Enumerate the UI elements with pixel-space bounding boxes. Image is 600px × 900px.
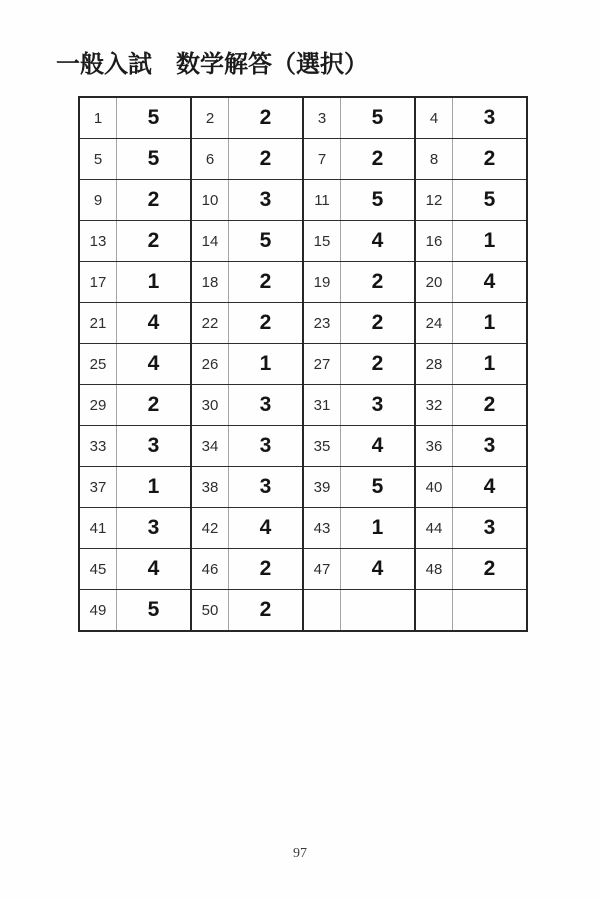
answer-value-cell: 3 bbox=[229, 180, 304, 221]
answer-value-cell: 2 bbox=[453, 549, 528, 590]
question-number-cell: 30 bbox=[191, 385, 229, 426]
question-number-cell: 34 bbox=[191, 426, 229, 467]
answer-value-cell: 1 bbox=[229, 344, 304, 385]
question-number-cell: 21 bbox=[79, 303, 117, 344]
question-number-cell: 3 bbox=[303, 97, 341, 139]
question-number-cell: 50 bbox=[191, 590, 229, 632]
question-number-cell: 48 bbox=[415, 549, 453, 590]
answer-value-cell: 2 bbox=[453, 385, 528, 426]
answer-value-cell: 1 bbox=[117, 262, 192, 303]
answer-value-cell: 3 bbox=[229, 426, 304, 467]
answer-value-cell: 5 bbox=[229, 221, 304, 262]
answer-value-cell: 3 bbox=[117, 426, 192, 467]
answer-value-cell: 2 bbox=[453, 139, 528, 180]
answer-value-cell: 2 bbox=[341, 303, 416, 344]
question-number-cell: 29 bbox=[79, 385, 117, 426]
question-number-cell: 42 bbox=[191, 508, 229, 549]
table-row bbox=[79, 549, 527, 590]
answer-table-body bbox=[79, 97, 527, 631]
question-number-cell: 49 bbox=[79, 590, 117, 632]
answer-value-cell: 2 bbox=[229, 549, 304, 590]
answer-value-cell: 4 bbox=[341, 221, 416, 262]
answer-value-cell: 2 bbox=[117, 385, 192, 426]
question-number-cell: 18 bbox=[191, 262, 229, 303]
page-number: 97 bbox=[293, 846, 307, 861]
question-number-cell: 13 bbox=[79, 221, 117, 262]
question-number-cell bbox=[415, 590, 453, 632]
table-row bbox=[79, 262, 527, 303]
question-number-cell: 38 bbox=[191, 467, 229, 508]
question-number-cell: 10 bbox=[191, 180, 229, 221]
answer-value-cell: 4 bbox=[453, 467, 528, 508]
answer-value-cell: 2 bbox=[341, 139, 416, 180]
question-number-cell: 47 bbox=[303, 549, 341, 590]
answer-value-cell: 1 bbox=[453, 344, 528, 385]
answer-value-cell bbox=[341, 590, 416, 632]
question-number-cell: 28 bbox=[415, 344, 453, 385]
answer-value-cell: 2 bbox=[229, 303, 304, 344]
question-number-cell: 46 bbox=[191, 549, 229, 590]
table-row bbox=[79, 303, 527, 344]
question-number-cell: 8 bbox=[415, 139, 453, 180]
answer-value-cell: 2 bbox=[229, 139, 304, 180]
answer-value-cell: 2 bbox=[341, 344, 416, 385]
question-number-cell: 1 bbox=[79, 97, 117, 139]
table-row bbox=[79, 221, 527, 262]
question-number-cell: 17 bbox=[79, 262, 117, 303]
table-row bbox=[79, 426, 527, 467]
answer-value-cell: 1 bbox=[117, 467, 192, 508]
question-number-cell: 6 bbox=[191, 139, 229, 180]
question-number-cell: 19 bbox=[303, 262, 341, 303]
question-number-cell: 7 bbox=[303, 139, 341, 180]
question-number-cell: 36 bbox=[415, 426, 453, 467]
table-row bbox=[79, 590, 527, 632]
answer-value-cell: 4 bbox=[453, 262, 528, 303]
answer-value-cell: 1 bbox=[341, 508, 416, 549]
table-row bbox=[79, 344, 527, 385]
answer-value-cell: 3 bbox=[453, 426, 528, 467]
answer-value-cell: 5 bbox=[341, 97, 416, 139]
question-number-cell: 35 bbox=[303, 426, 341, 467]
table-row bbox=[79, 97, 527, 139]
question-number-cell: 31 bbox=[303, 385, 341, 426]
answer-value-cell: 2 bbox=[229, 590, 304, 632]
question-number-cell: 12 bbox=[415, 180, 453, 221]
answer-value-cell: 2 bbox=[341, 262, 416, 303]
answer-value-cell: 4 bbox=[341, 426, 416, 467]
answer-value-cell bbox=[453, 590, 528, 632]
question-number-cell: 44 bbox=[415, 508, 453, 549]
answer-value-cell: 3 bbox=[229, 385, 304, 426]
question-number-cell: 5 bbox=[79, 139, 117, 180]
question-number-cell: 41 bbox=[79, 508, 117, 549]
table-row bbox=[79, 385, 527, 426]
answer-value-cell: 3 bbox=[341, 385, 416, 426]
answer-value-cell: 5 bbox=[341, 467, 416, 508]
question-number-cell: 43 bbox=[303, 508, 341, 549]
answer-value-cell: 2 bbox=[117, 221, 192, 262]
answer-value-cell: 4 bbox=[117, 549, 192, 590]
question-number-cell: 22 bbox=[191, 303, 229, 344]
answer-table bbox=[78, 96, 528, 632]
answer-value-cell: 2 bbox=[117, 180, 192, 221]
question-number-cell: 45 bbox=[79, 549, 117, 590]
question-number-cell: 20 bbox=[415, 262, 453, 303]
answer-value-cell: 4 bbox=[117, 344, 192, 385]
answer-value-cell: 1 bbox=[453, 303, 528, 344]
table-row bbox=[79, 180, 527, 221]
table-row bbox=[79, 139, 527, 180]
question-number-cell: 40 bbox=[415, 467, 453, 508]
answer-value-cell: 3 bbox=[453, 97, 528, 139]
question-number-cell: 33 bbox=[79, 426, 117, 467]
answer-value-cell: 3 bbox=[453, 508, 528, 549]
answer-value-cell: 2 bbox=[229, 97, 304, 139]
question-number-cell: 23 bbox=[303, 303, 341, 344]
table-row bbox=[79, 508, 527, 549]
answer-value-cell: 5 bbox=[117, 97, 192, 139]
question-number-cell: 2 bbox=[191, 97, 229, 139]
question-number-cell: 4 bbox=[415, 97, 453, 139]
answer-value-cell: 3 bbox=[229, 467, 304, 508]
answer-value-cell: 5 bbox=[341, 180, 416, 221]
answer-value-cell: 3 bbox=[117, 508, 192, 549]
question-number-cell: 26 bbox=[191, 344, 229, 385]
answer-value-cell: 4 bbox=[117, 303, 192, 344]
question-number-cell: 27 bbox=[303, 344, 341, 385]
question-number-cell: 37 bbox=[79, 467, 117, 508]
answer-value-cell: 5 bbox=[453, 180, 528, 221]
answer-value-cell: 2 bbox=[229, 262, 304, 303]
question-number-cell: 15 bbox=[303, 221, 341, 262]
question-number-cell: 9 bbox=[79, 180, 117, 221]
question-number-cell bbox=[303, 590, 341, 632]
answer-value-cell: 5 bbox=[117, 590, 192, 632]
table-row bbox=[79, 467, 527, 508]
question-number-cell: 14 bbox=[191, 221, 229, 262]
answer-value-cell: 4 bbox=[341, 549, 416, 590]
answer-value-cell: 5 bbox=[117, 139, 192, 180]
question-number-cell: 11 bbox=[303, 180, 341, 221]
page-title: 一般入試 数学解答（選択） bbox=[56, 51, 368, 78]
question-number-cell: 16 bbox=[415, 221, 453, 262]
answer-value-cell: 4 bbox=[229, 508, 304, 549]
question-number-cell: 24 bbox=[415, 303, 453, 344]
answer-value-cell: 1 bbox=[453, 221, 528, 262]
question-number-cell: 39 bbox=[303, 467, 341, 508]
question-number-cell: 32 bbox=[415, 385, 453, 426]
question-number-cell: 25 bbox=[79, 344, 117, 385]
